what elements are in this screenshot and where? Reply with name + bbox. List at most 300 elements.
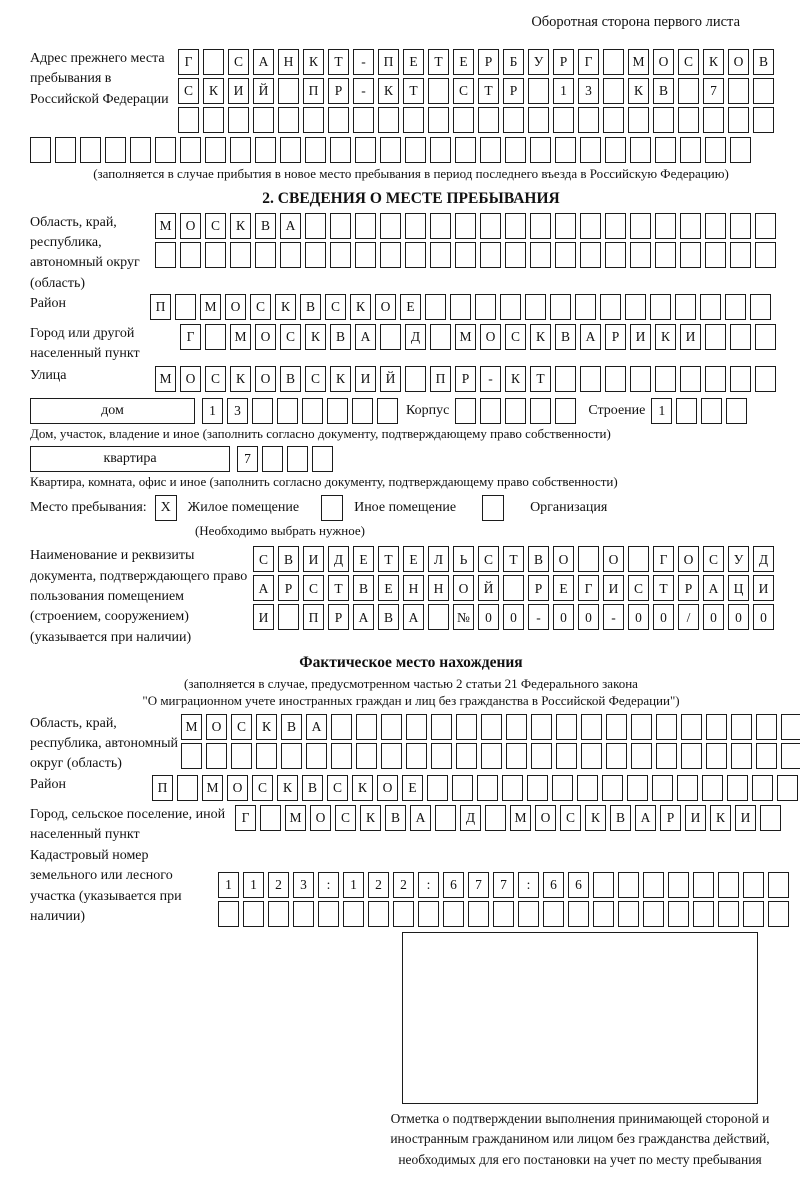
char-cell[interactable]: И xyxy=(355,366,376,392)
char-cell[interactable]: 1 xyxy=(243,872,264,898)
char-cell[interactable] xyxy=(755,242,776,268)
char-cell[interactable] xyxy=(380,324,401,350)
char-cell[interactable] xyxy=(768,872,789,898)
char-cell[interactable] xyxy=(706,743,727,769)
char-cell[interactable] xyxy=(628,546,649,572)
char-cell[interactable] xyxy=(528,107,549,133)
char-cell[interactable] xyxy=(218,901,239,927)
char-cell[interactable] xyxy=(368,901,389,927)
char-cell[interactable] xyxy=(577,775,598,801)
char-cell[interactable] xyxy=(425,294,446,320)
char-cell[interactable] xyxy=(312,446,333,472)
char-cell[interactable]: Р xyxy=(528,575,549,601)
char-cell[interactable]: Д xyxy=(405,324,426,350)
char-cell[interactable] xyxy=(278,107,299,133)
char-cell[interactable]: Т xyxy=(653,575,674,601)
char-cell[interactable] xyxy=(380,242,401,268)
char-cell[interactable] xyxy=(455,137,476,163)
char-cell[interactable] xyxy=(105,137,126,163)
char-cell[interactable]: С xyxy=(205,213,226,239)
char-cell[interactable]: Г xyxy=(578,575,599,601)
char-cell[interactable] xyxy=(528,78,549,104)
char-cell[interactable]: А xyxy=(403,604,424,630)
char-cell[interactable]: О xyxy=(225,294,246,320)
char-cell[interactable] xyxy=(506,714,527,740)
char-cell[interactable]: С xyxy=(252,775,273,801)
char-cell[interactable]: В xyxy=(653,78,674,104)
char-cell[interactable]: 2 xyxy=(393,872,414,898)
char-cell[interactable] xyxy=(355,213,376,239)
char-cell[interactable] xyxy=(181,743,202,769)
char-cell[interactable] xyxy=(480,242,501,268)
char-cell[interactable] xyxy=(580,137,601,163)
char-cell[interactable] xyxy=(262,446,283,472)
char-cell[interactable]: В xyxy=(300,294,321,320)
char-cell[interactable]: 0 xyxy=(653,604,674,630)
char-cell[interactable] xyxy=(331,714,352,740)
char-cell[interactable] xyxy=(305,242,326,268)
char-cell[interactable]: С xyxy=(628,575,649,601)
char-cell[interactable] xyxy=(703,107,724,133)
char-cell[interactable] xyxy=(505,242,526,268)
char-cell[interactable]: И xyxy=(680,324,701,350)
char-cell[interactable] xyxy=(430,137,451,163)
char-cell[interactable]: Т xyxy=(328,575,349,601)
char-cell[interactable] xyxy=(531,714,552,740)
char-cell[interactable] xyxy=(405,137,426,163)
char-cell[interactable] xyxy=(702,775,723,801)
char-cell[interactable] xyxy=(677,775,698,801)
char-cell[interactable]: О xyxy=(553,546,574,572)
char-cell[interactable]: Е xyxy=(353,546,374,572)
char-cell[interactable]: К xyxy=(530,324,551,350)
char-cell[interactable] xyxy=(593,872,614,898)
char-cell[interactable] xyxy=(656,743,677,769)
char-cell[interactable] xyxy=(631,743,652,769)
char-cell[interactable]: О xyxy=(678,546,699,572)
char-cell[interactable] xyxy=(480,137,501,163)
char-cell[interactable] xyxy=(618,872,639,898)
char-cell[interactable]: К xyxy=(330,366,351,392)
char-cell[interactable] xyxy=(555,398,576,424)
char-cell[interactable] xyxy=(730,366,751,392)
char-cell[interactable] xyxy=(555,213,576,239)
char-cell[interactable]: Й xyxy=(253,78,274,104)
char-cell[interactable]: П xyxy=(150,294,171,320)
char-cell[interactable] xyxy=(781,743,800,769)
char-cell[interactable] xyxy=(606,714,627,740)
char-cell[interactable] xyxy=(668,901,689,927)
char-cell[interactable] xyxy=(305,137,326,163)
char-cell[interactable] xyxy=(480,213,501,239)
char-cell[interactable]: М xyxy=(202,775,223,801)
char-cell[interactable]: П xyxy=(378,49,399,75)
char-cell[interactable] xyxy=(427,775,448,801)
char-cell[interactable]: / xyxy=(678,604,699,630)
char-cell[interactable] xyxy=(255,137,276,163)
char-cell[interactable] xyxy=(768,901,789,927)
char-cell[interactable] xyxy=(428,78,449,104)
char-cell[interactable]: Г xyxy=(235,805,256,831)
char-cell[interactable] xyxy=(605,242,626,268)
char-cell[interactable] xyxy=(556,743,577,769)
char-cell[interactable] xyxy=(727,775,748,801)
char-cell[interactable]: Г xyxy=(653,546,674,572)
char-cell[interactable] xyxy=(680,242,701,268)
char-cell[interactable] xyxy=(252,398,273,424)
char-cell[interactable]: Н xyxy=(428,575,449,601)
char-cell[interactable] xyxy=(318,901,339,927)
char-cell[interactable] xyxy=(477,775,498,801)
char-cell[interactable]: К xyxy=(710,805,731,831)
char-cell[interactable] xyxy=(618,901,639,927)
char-cell[interactable] xyxy=(155,137,176,163)
char-cell[interactable]: В xyxy=(278,546,299,572)
char-cell[interactable] xyxy=(680,213,701,239)
char-cell[interactable] xyxy=(505,213,526,239)
char-cell[interactable] xyxy=(30,137,51,163)
char-cell[interactable]: У xyxy=(728,546,749,572)
char-cell[interactable]: П xyxy=(303,604,324,630)
char-cell[interactable]: С xyxy=(327,775,348,801)
char-cell[interactable]: В xyxy=(378,604,399,630)
char-cell[interactable]: К xyxy=(230,366,251,392)
char-cell[interactable]: Б xyxy=(503,49,524,75)
char-cell[interactable]: И xyxy=(228,78,249,104)
char-cell[interactable] xyxy=(678,107,699,133)
char-cell[interactable] xyxy=(205,137,226,163)
char-cell[interactable]: К xyxy=(350,294,371,320)
char-cell[interactable]: 0 xyxy=(703,604,724,630)
char-cell[interactable] xyxy=(630,213,651,239)
char-cell[interactable] xyxy=(730,242,751,268)
char-cell[interactable]: 6 xyxy=(568,872,589,898)
char-cell[interactable]: О xyxy=(375,294,396,320)
char-cell[interactable] xyxy=(518,901,539,927)
char-cell[interactable] xyxy=(506,743,527,769)
char-cell[interactable]: 1 xyxy=(218,872,239,898)
char-cell[interactable] xyxy=(230,242,251,268)
char-cell[interactable] xyxy=(328,107,349,133)
char-cell[interactable] xyxy=(718,872,739,898)
char-cell[interactable] xyxy=(380,213,401,239)
char-cell[interactable] xyxy=(380,137,401,163)
char-cell[interactable]: Е xyxy=(378,575,399,601)
char-cell[interactable] xyxy=(406,743,427,769)
char-cell[interactable] xyxy=(418,901,439,927)
char-cell[interactable] xyxy=(725,294,746,320)
char-cell[interactable]: - xyxy=(603,604,624,630)
char-cell[interactable] xyxy=(255,242,276,268)
char-cell[interactable] xyxy=(580,366,601,392)
char-cell[interactable] xyxy=(303,107,324,133)
char-cell[interactable]: О xyxy=(206,714,227,740)
char-cell[interactable] xyxy=(527,775,548,801)
char-cell[interactable]: 2 xyxy=(268,872,289,898)
char-cell[interactable]: Р xyxy=(503,78,524,104)
char-cell[interactable] xyxy=(381,714,402,740)
char-cell[interactable] xyxy=(530,242,551,268)
char-cell[interactable] xyxy=(331,743,352,769)
char-cell[interactable] xyxy=(581,714,602,740)
char-cell[interactable] xyxy=(605,213,626,239)
char-cell[interactable]: - xyxy=(528,604,549,630)
char-cell[interactable] xyxy=(456,743,477,769)
char-cell[interactable] xyxy=(203,107,224,133)
char-cell[interactable]: 7 xyxy=(493,872,514,898)
char-cell[interactable] xyxy=(525,294,546,320)
char-cell[interactable] xyxy=(755,324,776,350)
char-cell[interactable] xyxy=(305,213,326,239)
char-cell[interactable] xyxy=(631,714,652,740)
char-cell[interactable]: К xyxy=(256,714,277,740)
char-cell[interactable]: Й xyxy=(380,366,401,392)
char-cell[interactable] xyxy=(656,714,677,740)
char-cell[interactable]: П xyxy=(303,78,324,104)
char-cell[interactable]: В xyxy=(528,546,549,572)
char-cell[interactable] xyxy=(377,398,398,424)
char-cell[interactable]: Е xyxy=(400,294,421,320)
char-cell[interactable]: К xyxy=(378,78,399,104)
char-cell[interactable] xyxy=(655,137,676,163)
char-cell[interactable]: 7 xyxy=(703,78,724,104)
char-cell[interactable] xyxy=(243,901,264,927)
char-cell[interactable]: С xyxy=(478,546,499,572)
char-cell[interactable] xyxy=(256,743,277,769)
char-cell[interactable] xyxy=(531,743,552,769)
char-cell[interactable]: 1 xyxy=(651,398,672,424)
char-cell[interactable] xyxy=(550,294,571,320)
char-cell[interactable] xyxy=(630,366,651,392)
char-cell[interactable]: 2 xyxy=(368,872,389,898)
char-cell[interactable]: 3 xyxy=(578,78,599,104)
char-cell[interactable]: О xyxy=(180,366,201,392)
char-cell[interactable]: В xyxy=(753,49,774,75)
char-cell[interactable]: В xyxy=(280,366,301,392)
char-cell[interactable]: М xyxy=(181,714,202,740)
char-cell[interactable] xyxy=(502,775,523,801)
char-cell[interactable] xyxy=(743,901,764,927)
char-cell[interactable] xyxy=(253,107,274,133)
char-cell[interactable]: К xyxy=(305,324,326,350)
char-cell[interactable]: О xyxy=(310,805,331,831)
char-cell[interactable] xyxy=(330,242,351,268)
char-cell[interactable] xyxy=(478,107,499,133)
char-cell[interactable] xyxy=(681,743,702,769)
char-cell[interactable] xyxy=(403,107,424,133)
char-cell[interactable] xyxy=(693,872,714,898)
char-cell[interactable]: Р xyxy=(328,78,349,104)
char-cell[interactable]: И xyxy=(735,805,756,831)
char-cell[interactable] xyxy=(602,775,623,801)
char-cell[interactable] xyxy=(450,294,471,320)
char-cell[interactable]: О xyxy=(653,49,674,75)
char-cell[interactable] xyxy=(628,107,649,133)
char-cell[interactable]: № xyxy=(453,604,474,630)
char-cell[interactable] xyxy=(231,743,252,769)
char-cell[interactable]: Р xyxy=(605,324,626,350)
char-cell[interactable]: 7 xyxy=(237,446,258,472)
char-cell[interactable]: 1 xyxy=(202,398,223,424)
char-cell[interactable] xyxy=(705,242,726,268)
char-cell[interactable] xyxy=(755,213,776,239)
char-cell[interactable] xyxy=(206,743,227,769)
char-cell[interactable]: Т xyxy=(530,366,551,392)
char-cell[interactable]: Н xyxy=(403,575,424,601)
char-cell[interactable] xyxy=(468,901,489,927)
char-cell[interactable]: 1 xyxy=(343,872,364,898)
char-cell[interactable] xyxy=(756,743,777,769)
char-cell[interactable]: И xyxy=(630,324,651,350)
char-cell[interactable] xyxy=(568,901,589,927)
char-cell[interactable] xyxy=(435,805,456,831)
char-cell[interactable] xyxy=(230,137,251,163)
char-cell[interactable]: Т xyxy=(503,546,524,572)
char-cell[interactable] xyxy=(480,398,501,424)
char-cell[interactable] xyxy=(730,137,751,163)
char-cell[interactable] xyxy=(753,107,774,133)
char-cell[interactable] xyxy=(306,743,327,769)
char-cell[interactable]: 0 xyxy=(503,604,524,630)
char-cell[interactable] xyxy=(706,714,727,740)
char-cell[interactable]: М xyxy=(155,366,176,392)
char-cell[interactable] xyxy=(453,107,474,133)
char-cell[interactable] xyxy=(455,398,476,424)
char-cell[interactable]: М xyxy=(200,294,221,320)
char-cell[interactable]: К xyxy=(703,49,724,75)
char-cell[interactable]: Е xyxy=(403,546,424,572)
char-cell[interactable] xyxy=(456,714,477,740)
char-cell[interactable] xyxy=(580,213,601,239)
char-cell[interactable]: С xyxy=(280,324,301,350)
char-cell[interactable] xyxy=(678,78,699,104)
char-cell[interactable] xyxy=(352,398,373,424)
char-cell[interactable]: И xyxy=(253,604,274,630)
char-cell[interactable] xyxy=(543,901,564,927)
char-cell[interactable] xyxy=(353,107,374,133)
char-cell[interactable]: М xyxy=(628,49,649,75)
char-cell[interactable]: Е xyxy=(403,49,424,75)
char-cell[interactable] xyxy=(431,714,452,740)
char-cell[interactable] xyxy=(731,714,752,740)
char-cell[interactable]: Т xyxy=(428,49,449,75)
char-cell[interactable]: 6 xyxy=(443,872,464,898)
char-cell[interactable] xyxy=(393,901,414,927)
char-cell[interactable] xyxy=(55,137,76,163)
char-cell[interactable]: Т xyxy=(403,78,424,104)
char-cell[interactable] xyxy=(405,213,426,239)
checkbox-other-premises[interactable] xyxy=(321,495,343,521)
char-cell[interactable]: Р xyxy=(328,604,349,630)
char-cell[interactable]: Ь xyxy=(453,546,474,572)
char-cell[interactable] xyxy=(730,213,751,239)
char-cell[interactable] xyxy=(180,137,201,163)
char-cell[interactable] xyxy=(625,294,646,320)
char-cell[interactable]: О xyxy=(535,805,556,831)
char-cell[interactable]: С xyxy=(305,366,326,392)
char-cell[interactable] xyxy=(405,242,426,268)
char-cell[interactable]: 3 xyxy=(293,872,314,898)
char-cell[interactable]: К xyxy=(360,805,381,831)
char-cell[interactable] xyxy=(700,294,721,320)
char-cell[interactable]: Л xyxy=(428,546,449,572)
char-cell[interactable] xyxy=(452,775,473,801)
char-cell[interactable] xyxy=(605,366,626,392)
char-cell[interactable]: Н xyxy=(278,49,299,75)
char-cell[interactable]: И xyxy=(603,575,624,601)
char-cell[interactable]: Г xyxy=(180,324,201,350)
char-cell[interactable]: М xyxy=(455,324,476,350)
char-cell[interactable] xyxy=(500,294,521,320)
char-cell[interactable]: М xyxy=(155,213,176,239)
char-cell[interactable] xyxy=(728,78,749,104)
char-cell[interactable]: Р xyxy=(478,49,499,75)
char-cell[interactable] xyxy=(505,137,526,163)
char-cell[interactable]: О xyxy=(255,366,276,392)
char-cell[interactable]: У xyxy=(528,49,549,75)
char-cell[interactable] xyxy=(493,901,514,927)
char-cell[interactable] xyxy=(428,107,449,133)
char-cell[interactable] xyxy=(680,137,701,163)
char-cell[interactable] xyxy=(668,872,689,898)
char-cell[interactable]: Г xyxy=(178,49,199,75)
char-cell[interactable] xyxy=(130,137,151,163)
char-cell[interactable]: Т xyxy=(378,546,399,572)
char-cell[interactable] xyxy=(630,137,651,163)
char-cell[interactable]: К xyxy=(655,324,676,350)
char-cell[interactable]: 7 xyxy=(468,872,489,898)
char-cell[interactable]: О xyxy=(728,49,749,75)
char-cell[interactable] xyxy=(743,872,764,898)
char-cell[interactable]: К xyxy=(230,213,251,239)
char-cell[interactable] xyxy=(760,805,781,831)
char-cell[interactable]: К xyxy=(203,78,224,104)
char-cell[interactable] xyxy=(378,107,399,133)
char-cell[interactable]: В xyxy=(555,324,576,350)
char-cell[interactable]: А xyxy=(355,324,376,350)
char-cell[interactable]: Р xyxy=(660,805,681,831)
char-cell[interactable] xyxy=(381,743,402,769)
char-cell[interactable]: К xyxy=(585,805,606,831)
char-cell[interactable]: К xyxy=(628,78,649,104)
char-cell[interactable] xyxy=(405,366,426,392)
char-cell[interactable]: А xyxy=(253,575,274,601)
char-cell[interactable]: М xyxy=(230,324,251,350)
char-cell[interactable]: К xyxy=(352,775,373,801)
char-cell[interactable]: О xyxy=(180,213,201,239)
char-cell[interactable] xyxy=(575,294,596,320)
char-cell[interactable] xyxy=(680,366,701,392)
char-cell[interactable] xyxy=(627,775,648,801)
char-cell[interactable]: 3 xyxy=(227,398,248,424)
char-cell[interactable]: С xyxy=(505,324,526,350)
char-cell[interactable] xyxy=(777,775,798,801)
char-cell[interactable]: И xyxy=(303,546,324,572)
char-cell[interactable] xyxy=(356,743,377,769)
char-cell[interactable] xyxy=(481,714,502,740)
char-cell[interactable]: 1 xyxy=(553,78,574,104)
char-cell[interactable] xyxy=(603,49,624,75)
char-cell[interactable] xyxy=(278,604,299,630)
char-cell[interactable] xyxy=(728,107,749,133)
char-cell[interactable] xyxy=(752,775,773,801)
char-cell[interactable]: С xyxy=(335,805,356,831)
char-cell[interactable]: А xyxy=(410,805,431,831)
char-cell[interactable]: Т xyxy=(328,49,349,75)
char-cell[interactable]: М xyxy=(285,805,306,831)
char-cell[interactable] xyxy=(701,398,722,424)
char-cell[interactable]: Р xyxy=(455,366,476,392)
